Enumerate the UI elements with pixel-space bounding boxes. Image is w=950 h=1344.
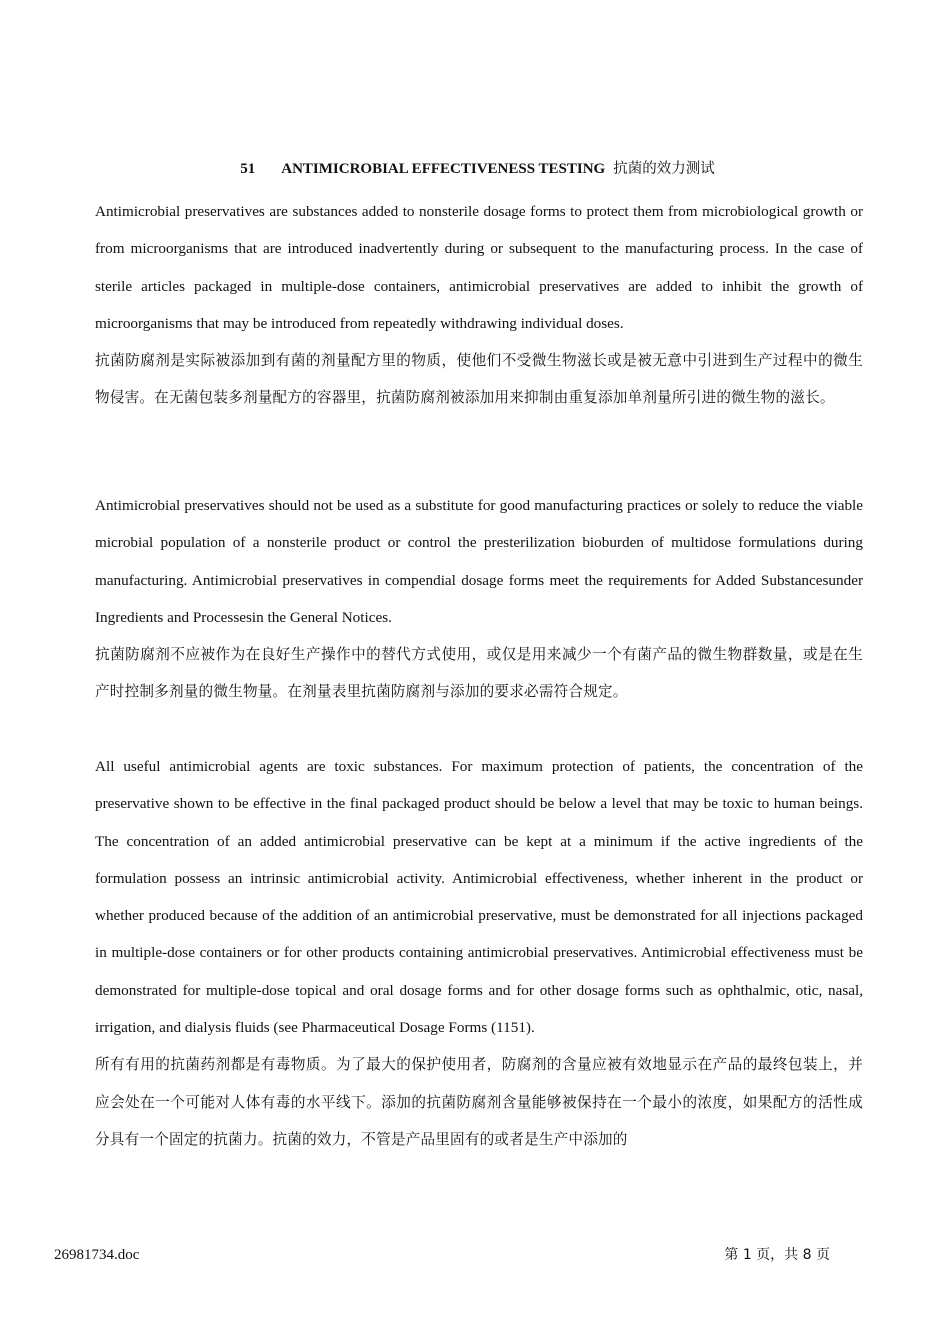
paragraph-2 — [95, 487, 863, 711]
footer-filename: 26981734.doc — [54, 1247, 140, 1263]
paragraph-3-en: All useful antimicrobial agents are toxic substances. For maximum protection of patients, the concentration of the preservative shown to be effective in the final packaged product should be below a level that may be toxic to human beings. The concentration of an added antimicrobial preservative can be kept at a minimum if the active ingredients of the formulation possess an intrinsic antimicrobial activity. Antimicrobial effectiveness, whether inherent in the product or whether produced because of the addition of an antimicrobial preservative, must be demonstrated for all injections packaged in multiple-dose containers or for other products containing antimicrobial preservatives. Antimicrobial effectiveness must be demonstrated for multiple-dose topical and oral dosage forms and for other dosage forms such as ophthalmic, otic, nasal, irrigation, and dialysis fluids (see Pharmaceutical Dosage Forms (1151). — [95, 758, 863, 1037]
section-title-cn: 抗菌的效力测试 — [613, 161, 715, 177]
footer-page-info: 第 1 页，共 8 页 — [724, 1247, 830, 1263]
paragraph-3 — [95, 748, 863, 1158]
paragraph-2-en: Antimicrobial preservatives should not be used as a substitute for good manufacturing practices or solely to reduce the viable microbial population of a nonsterile product or control the presterilization bioburden of multidose formulations during manufacturing. Antimicrobial preservatives in compendial dosage forms meet the requirements for Added Substancesunder Ingredients and Processesin the General Notices. — [95, 497, 863, 626]
paragraph-3-cn: 所有有用的抗菌药剂都是有毒物质。为了最大的保护使用者，防腐剂的含量应被有效地显示在产品的最终包装上，并应会处在一个可能对人体有毒的水平线下。添加的抗菌防腐剂含量能够被保持在一个最小的浓度，如果配方的活性成分具有一个固定的抗菌力。抗菌的效力，不管是产品里固有的或者是生产中添加的 — [95, 1056, 863, 1148]
paragraph-1 — [95, 193, 863, 417]
paragraph-1-en: Antimicrobial preservatives are substances added to nonsterile dosage forms to protect them from microbiological growth or from microorganisms that are introduced inadvertently during or subsequent to the manufacturing process. In the case of sterile articles packaged in multiple-dose containers, antimicrobial preservatives are added to inhibit the growth of microorganisms that may be introduced from repeatedly withdrawing individual doses. — [95, 203, 863, 332]
section-title-en: ANTIMICROBIAL EFFECTIVENESS TESTING — [281, 161, 606, 177]
paragraph-1-cn: 抗菌防腐剂是实际被添加到有菌的剂量配方里的物质，使他们不受微生物滋长或是被无意中引进到生产过程中的微生物侵害。在无菌包装多剂量配方的容器里，抗菌防腐剂被添加用来抑制由重复添加单剂量所引进的微生物的滋长。 — [95, 352, 863, 407]
section-heading — [95, 157, 860, 181]
paragraph-2-cn: 抗菌防腐剂不应被作为在良好生产操作中的替代方式使用，或仅是用来减少一个有菌产品的微生物群数量，或是在生产时控制多剂量的微生物量。在剂量表里抗菌防腐剂与添加的要求必需符合规定。 — [95, 646, 863, 701]
section-number: 51 — [240, 161, 256, 177]
